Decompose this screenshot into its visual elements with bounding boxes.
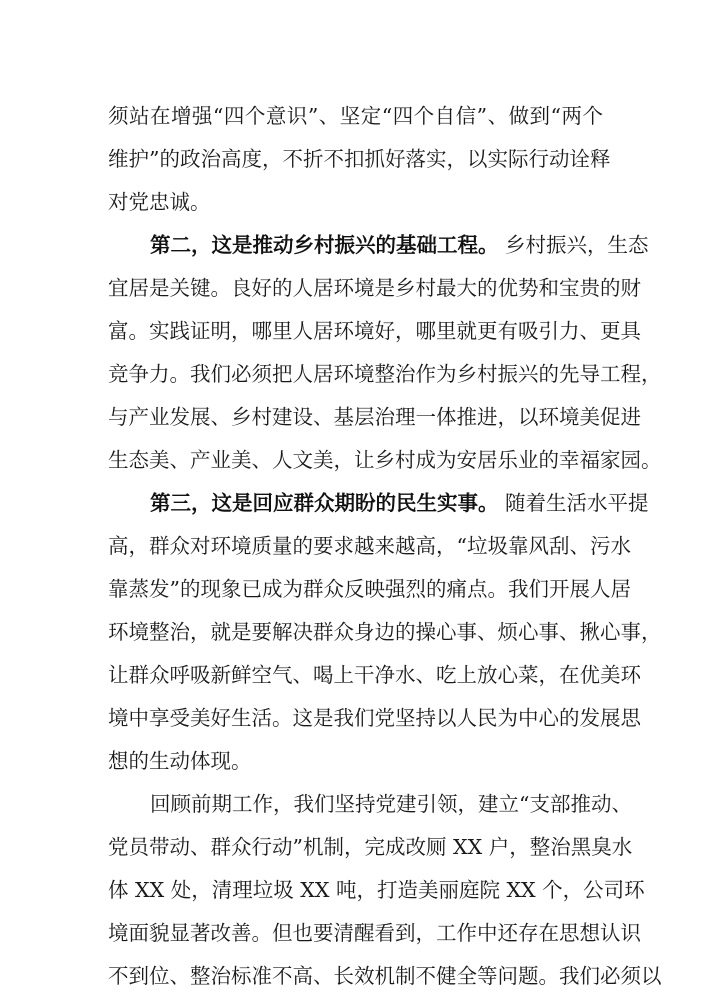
text-line: 不到位、整治标准不高、长效机制不健全等问题。我们必须以 xyxy=(108,964,662,988)
text-run: 乡村振兴，生态 xyxy=(505,233,649,257)
text-line: 想的生动体现。 xyxy=(108,749,252,773)
text-line: 维护”的政治高度，不折不扣抓好落实，以实际行动诠释 xyxy=(108,147,611,171)
text-line: 与产业发展、乡村建设、基层治理一体推进，以环境美促进 xyxy=(108,405,641,429)
text-line: 富。实践证明，哪里人居环境好，哪里就更有吸引力、更具 xyxy=(108,319,641,343)
text-line: 境面貌显著改善。但也要清醒看到，工作中还存在思想认识 xyxy=(108,921,641,945)
text-line: 生态美、产业美、人文美，让乡村成为安居乐业的幸福家园。 xyxy=(108,448,662,472)
text-line: 须站在增强“四个意识”、坚定“四个自信”、做到“两个 xyxy=(108,104,603,128)
paragraph-first-line xyxy=(150,487,649,519)
section-heading: 第二，这是推动乡村振兴的基础工程。 xyxy=(150,233,499,257)
text-line: 对党忠诚。 xyxy=(108,190,211,214)
text-line: 靠蒸发”的现象已成为群众反映强烈的痛点。我们开展人居 xyxy=(108,577,631,601)
section-heading: 第三，这是回应群众期盼的民生实事。 xyxy=(150,491,499,515)
text-line: 境中享受美好生活。这是我们党坚持以人民为中心的发展思 xyxy=(108,706,641,730)
text-run: 随着生活水平提 xyxy=(505,491,649,515)
text-line: 让群众呼吸新鲜空气、喝上干净水、吃上放心菜，在优美环 xyxy=(108,663,641,687)
text-line: 环境整治，就是要解决群众身边的操心事、烦心事、揪心事， xyxy=(108,620,662,644)
paragraph-first-line xyxy=(150,229,649,261)
text-line: 高，群众对环境质量的要求越来越高，“垃圾靠风刮、污水 xyxy=(108,534,631,558)
paragraph-first-line: 回顾前期工作，我们坚持党建引领，建立“支部推动、 xyxy=(150,792,632,816)
text-line: 竞争力。我们必须把人居环境整治作为乡村振兴的先导工程， xyxy=(108,362,662,386)
text-line: 体 XX 处，清理垃圾 XX 吨，打造美丽庭院 XX 个，公司环 xyxy=(108,878,645,902)
text-line: 党员带动、群众行动”机制，完成改厕 XX 户，整治黑臭水 xyxy=(108,835,633,859)
text-line: 宜居是关键。良好的人居环境是乡村最大的优势和宝贵的财 xyxy=(108,276,641,300)
